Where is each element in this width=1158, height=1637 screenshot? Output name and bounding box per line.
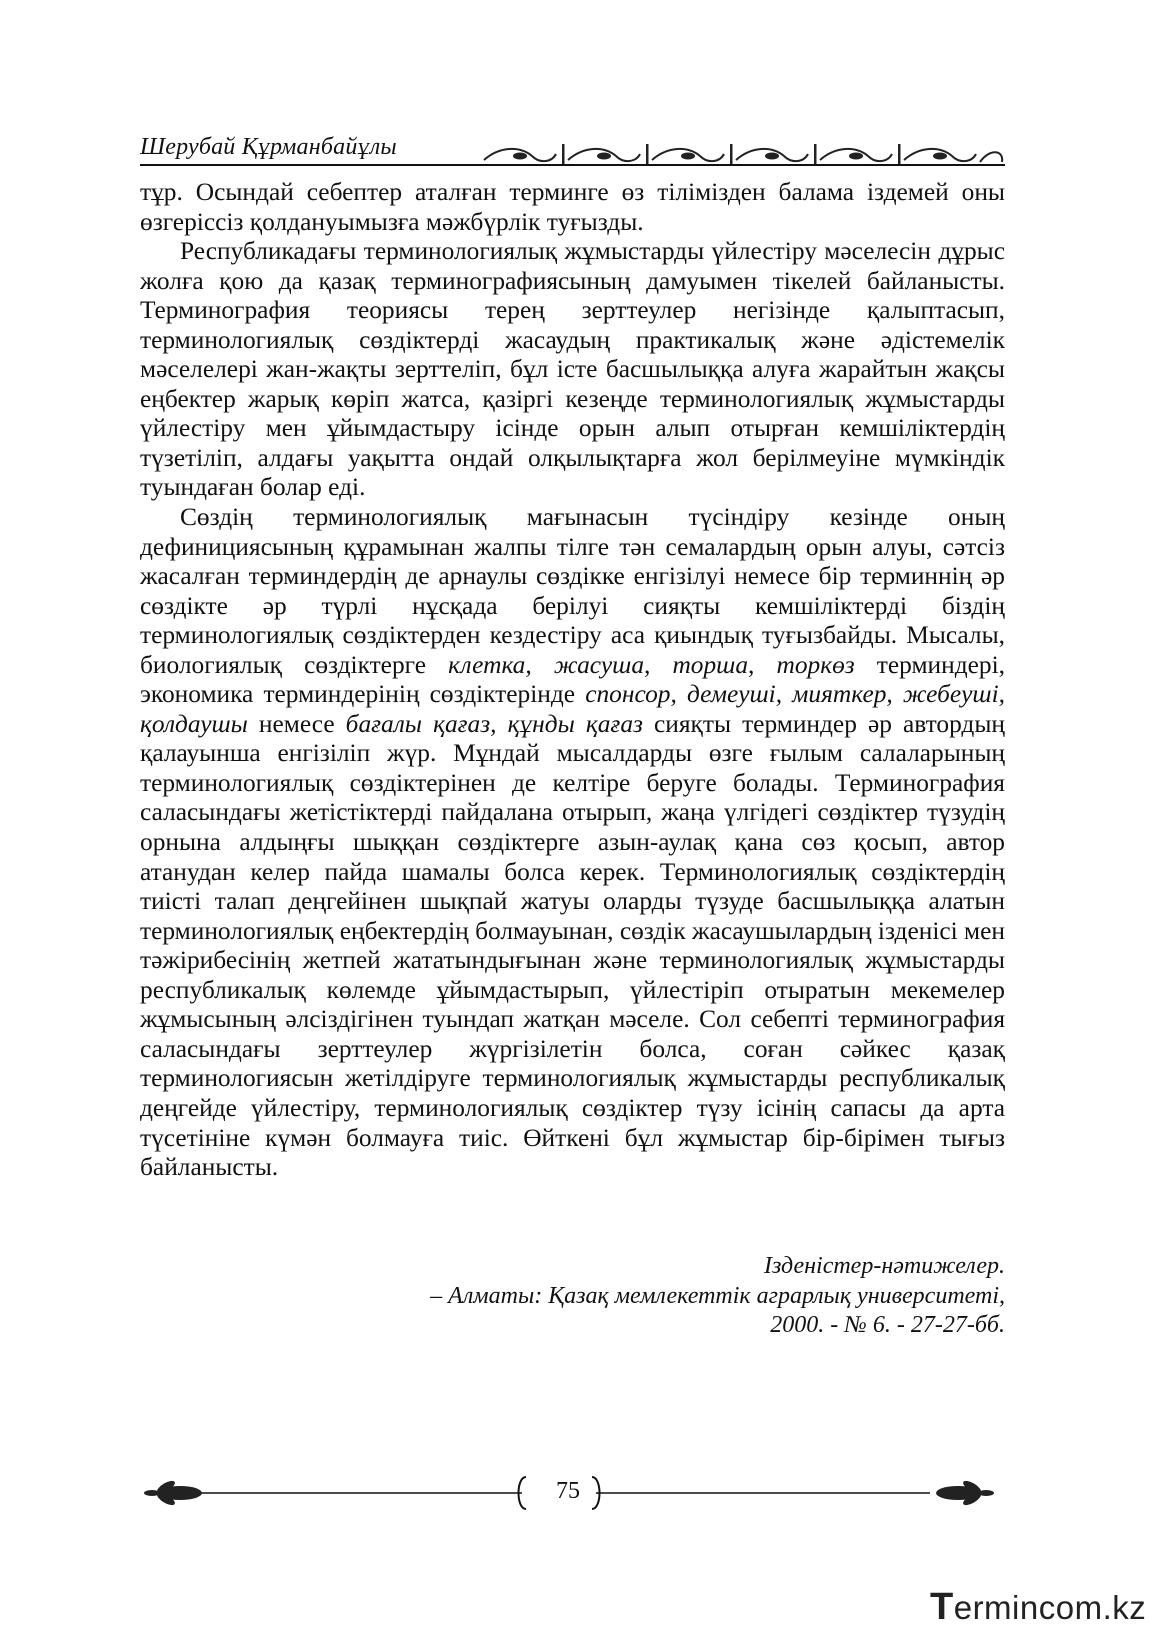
citation-line-1: Ізденістер-нәтижелер. — [764, 1253, 1005, 1279]
source-citation — [140, 1252, 1005, 1341]
watermark-rest: ermincom.kz — [953, 1589, 1147, 1626]
paragraph-2: Республикадағы терминологиялық жұмыстарды үйлестіру мәселесін дұрыс жолға қою да қазақ терминографиясының дамуымен тікелей байланысты. Терминография теориясы терең зерттеулер негізінде қалыптасып, терминологиялық сөздіктерді жасаудың практикалық және әдістемелік мәселелері жан-жақты зерттеліп, бұл істе басшылыққа алуға жарайтын жақсы еңбектер жарық көріп жатса, қазіргі кезеңде терминологиялық жұмыстарды үйлестіру мен ұйымдастыру ісінде орын алып отырған кемшіліктердің түзетіліп, алдағы уақытта ондай олқылықтарға жол берілмеуіне мүмкіндік туындаған болар еді. — [140, 237, 1005, 502]
header-rule — [140, 164, 1005, 166]
citation-line-2: – Алматы: Қазақ мемлекеттік аграрлық университеті, — [430, 1282, 1005, 1309]
paragraph-3-text-b: терминдері, экономика терминдерінің сөздіктерінде — [140, 650, 1005, 709]
paragraph-3-italic-terms-2: спонсор, демеуші, мияткер, жебеуші, қолдаушы — [140, 680, 1005, 738]
body-text — [140, 178, 1005, 1183]
watermark-first-letter: T — [930, 1586, 954, 1628]
paragraph-3-text-a: Сөздің терминологиялық мағынасын түсіндіру кезінде оның дефинициясының құрамынан жалпы тілге тән семалардың орын алуы, сәтсіз жасалған терминдердің де арнаулы сөздікке енгізілуі немесе бір терминнің әр сөздікте әр түрлі нұсқада берілуі сияқты кемшіліктерді біздің терминологиялық сөздіктерден кездестіру аса қиындық туғызбайды. Мысалы, биологиялық сөздіктерге — [140, 503, 1005, 679]
paragraph-3-italic-terms-3: бағалы қағаз, құнды қағаз — [345, 709, 643, 738]
citation-line-3: 2000. - № 6. - 27-27-бб. — [770, 1312, 1005, 1338]
paragraph-3-text-d: сияқты терминдер әр автордың қалауынша енгізіліп жүр. Мұндай мысалдарды өзге ғылым салаларының терминологиялық сөздіктерінен де келтіре беруге болады. Терминография саласындағы жетістіктерді пайдалана отырып, жаңа үлгідегі сөздіктер түзудің орнына алдыңғы шыққан сөздіктерге азын-аулақ қана сөз қосып, автор атанудан келер пайда шамалы болса керек. Терминологиялық сөздіктердің тиісті талап деңгейінен шықпай жатуы оларды түзуде басшылыққа алатын терминологиялық еңбектердің болмауынан, сөздік жасаушылардың ізденісі мен тәжірибесінің жетпей жататындығынан және терминологиялық жұмыстарды республикалық көлемде ұйымдастырып, үйлестіріп отыратын мекемелер жұмысының әлсіздігінен туындап жатқан мәселе. Сол себепті терминография саласындағы зерттеулер жүргізілетін болса, соған сәйкес қазақ терминологиясын жетілдіруге терминологиялық жұмыстарды республикалық деңгейде үйлестіру, терминологиялық сөздіктер түзу ісінің сапасы да арта түсетініне күмән болмауға тиіс. Өйткені бұл жұмыстар бір-бірімен тығыз байланысты. — [140, 709, 1005, 1182]
paragraph-1: тұр. Осындай себептер аталған терминге өз тілімізден балама іздемей оны өзгеріссіз қолдануымызға мәжбүрлік туғызды. — [140, 178, 1005, 236]
paragraph-3 — [140, 503, 1005, 1183]
running-header-author: Шерубай Құрманбайұлы — [140, 134, 397, 160]
paragraph-3-italic-terms-1: клетка, жасуша, торша, торкөз — [448, 650, 855, 679]
site-watermark — [930, 1586, 1146, 1626]
paragraph-3-text-c: немесе — [247, 709, 346, 738]
page-number: 75 — [556, 1478, 580, 1504]
